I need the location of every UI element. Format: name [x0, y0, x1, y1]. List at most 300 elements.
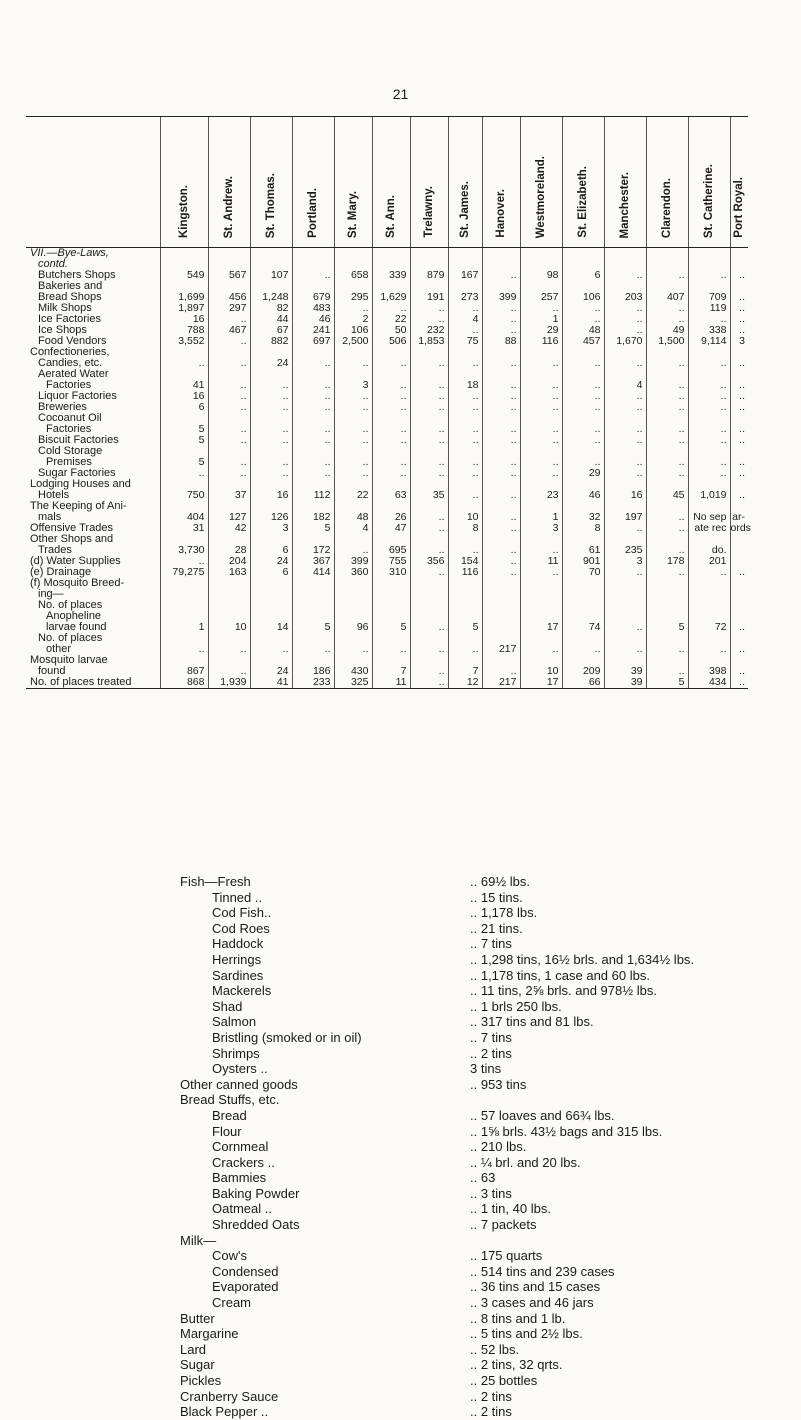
- table-cell: 755: [372, 556, 410, 567]
- table-cell: 14: [250, 622, 292, 633]
- table-cell: 295: [334, 292, 372, 303]
- table-cell: ..: [646, 270, 688, 281]
- table-cell: 882: [250, 336, 292, 347]
- list-item: [180, 905, 740, 921]
- list-item: [180, 1217, 740, 1233]
- list-item: [180, 874, 740, 890]
- table-cell: [562, 600, 604, 611]
- table-cell: ..: [372, 435, 410, 446]
- table-cell: ..: [482, 468, 520, 479]
- list-item: [180, 1108, 740, 1124]
- table-cell: 360: [334, 567, 372, 578]
- table-cell: ..: [730, 677, 748, 689]
- table-cell: [482, 611, 520, 622]
- column-header-label: St. James.: [459, 181, 471, 238]
- table-cell: ..: [292, 270, 334, 281]
- column-header: [688, 117, 730, 248]
- table-cell: ..: [372, 391, 410, 402]
- table-cell: 107: [250, 270, 292, 281]
- table-cell: ..: [292, 402, 334, 413]
- row-label: Other Shops and: [30, 533, 114, 545]
- food-item-quantity: .. 3 tins: [470, 1185, 512, 1201]
- table-cell: 217: [482, 677, 520, 689]
- table-cell: 3: [250, 523, 292, 534]
- table-cell: 163: [208, 567, 250, 578]
- list-item: [180, 936, 740, 952]
- table-cell: 182: [292, 512, 334, 523]
- food-item-name: Salmon: [212, 1014, 257, 1030]
- table-cell: [160, 248, 208, 260]
- table-cell: ..: [562, 380, 604, 391]
- table-cell: 3: [520, 523, 562, 534]
- table-cell: ..: [688, 424, 730, 435]
- table-cell: [482, 622, 520, 633]
- table-cell: 399: [334, 556, 372, 567]
- table-cell: ..: [372, 644, 410, 655]
- food-item-quantity: .. 36 tins and 15 cases: [470, 1279, 601, 1295]
- table-cell: [292, 589, 334, 600]
- table-cell: ..: [604, 644, 646, 655]
- list-item: [180, 1186, 740, 1202]
- table-cell: ..: [520, 567, 562, 578]
- table-cell: [688, 589, 730, 600]
- table-cell: ..: [448, 325, 482, 336]
- table-cell: 241: [292, 325, 334, 336]
- table-cell: [334, 589, 372, 600]
- food-item-quantity: .. 1,178 lbs.: [470, 905, 538, 921]
- table-cell: ..: [482, 490, 520, 501]
- table-cell: ..: [410, 644, 448, 655]
- list-item: [180, 968, 740, 984]
- table-cell: ..: [604, 567, 646, 578]
- table-cell: ..: [646, 314, 688, 325]
- table-cell: ..: [334, 545, 372, 556]
- table-cell: ..: [410, 468, 448, 479]
- table-cell: ..: [604, 391, 646, 402]
- table-cell: ..: [604, 435, 646, 446]
- food-item-name: Oatmeal ..: [212, 1201, 272, 1217]
- table-cell: ..: [448, 391, 482, 402]
- table-cell: 5: [292, 622, 334, 633]
- table-cell: ..: [410, 457, 448, 468]
- row-label: Food Vendors: [38, 335, 107, 347]
- table-cell: 24: [250, 358, 292, 369]
- food-item-quantity: .. 15 tins.: [470, 889, 523, 905]
- list-item: [180, 1030, 740, 1046]
- list-item: [180, 1357, 740, 1373]
- table-cell: ..: [562, 402, 604, 413]
- table-row: [26, 402, 748, 413]
- column-header-label: Port Royal.: [733, 177, 746, 238]
- column-header: [730, 117, 748, 248]
- table-cell: ..: [208, 468, 250, 479]
- table-cell: ..: [520, 303, 562, 314]
- table-cell: 29: [562, 468, 604, 479]
- table-cell: 98: [520, 270, 562, 281]
- table-cell: 26: [372, 512, 410, 523]
- table-cell: 17: [520, 677, 562, 689]
- list-item: [180, 1124, 740, 1140]
- table-cell: 24: [250, 666, 292, 677]
- food-item-name: Mackerels: [212, 983, 272, 999]
- food-item-name: Fish—Fresh: [180, 874, 251, 889]
- table-cell: 868: [160, 677, 208, 689]
- row-label: Cold Storage: [38, 445, 103, 457]
- parish-statistics-table-container: [26, 116, 751, 689]
- table-cell: 17: [520, 622, 562, 633]
- list-item: [180, 1264, 740, 1280]
- table-cell: [372, 578, 410, 589]
- table-cell: 5: [372, 622, 410, 633]
- table-cell: 209: [562, 666, 604, 677]
- table-cell: [208, 589, 250, 600]
- table-cell: 75: [448, 336, 482, 347]
- table-cell: [410, 578, 448, 589]
- list-item: [180, 1373, 740, 1389]
- column-header: [410, 117, 448, 248]
- table-cell: ..: [410, 666, 448, 677]
- table-cell: 10: [520, 666, 562, 677]
- food-item-quantity: .. 8 tins and 1 lb.: [470, 1310, 566, 1326]
- food-item-name: Sugar: [180, 1357, 215, 1373]
- table-cell: 126: [250, 512, 292, 523]
- table-cell: ..: [250, 402, 292, 413]
- food-item-quantity: .. 1,298 tins, 16½ brls. and 1,634½ lbs.: [470, 951, 695, 967]
- table-cell: [730, 589, 748, 600]
- table-cell: ate rec: [688, 523, 730, 534]
- table-cell: ..: [730, 303, 748, 314]
- table-cell: 167: [448, 270, 482, 281]
- food-item-quantity: .. 317 tins and 81 lbs.: [470, 1014, 594, 1030]
- row-label: VII.—Bye-Laws,: [30, 247, 109, 259]
- table-cell: ..: [410, 435, 448, 446]
- table-cell: 1,853: [410, 336, 448, 347]
- food-item-quantity: .. 52 lbs.: [470, 1341, 520, 1357]
- list-item: [180, 1061, 740, 1077]
- table-cell: [250, 589, 292, 600]
- table-body: [26, 247, 751, 689]
- table-cell: ..: [208, 391, 250, 402]
- row-label: Lodging Houses and: [30, 478, 131, 490]
- food-item-quantity: .. 11 tins, 2⅝ brls. and 978½ lbs.: [470, 983, 657, 999]
- table-cell: 6: [160, 402, 208, 413]
- table-cell: [730, 545, 748, 556]
- table-cell: ..: [688, 314, 730, 325]
- table-cell: 456: [208, 292, 250, 303]
- table-cell: 549: [160, 270, 208, 281]
- table-cell: ..: [520, 457, 562, 468]
- column-header: [520, 117, 562, 248]
- row-label: Butchers Shops: [38, 269, 116, 281]
- table-cell: 45: [646, 490, 688, 501]
- food-item-name: Shad: [212, 998, 243, 1014]
- row-label: Factories: [46, 423, 92, 435]
- table-row: [26, 248, 748, 260]
- table-cell: [562, 578, 604, 589]
- table-row: [26, 336, 748, 347]
- table-cell: 41: [250, 677, 292, 689]
- table-cell: 39: [604, 666, 646, 677]
- table-cell: [208, 248, 250, 260]
- table-cell: ..: [730, 292, 748, 303]
- table-cell: do.: [688, 545, 730, 556]
- table-cell: 44: [250, 314, 292, 325]
- table-cell: ..: [372, 358, 410, 369]
- food-item-name: Flour: [212, 1123, 242, 1139]
- table-cell: ..: [334, 402, 372, 413]
- table-cell: 8: [562, 523, 604, 534]
- table-cell: 367: [292, 556, 334, 567]
- table-cell: ..: [520, 380, 562, 391]
- table-cell: [646, 248, 688, 260]
- table-cell: [410, 248, 448, 260]
- food-item-quantity: .. 2 tins: [470, 1404, 512, 1420]
- table-cell: ..: [482, 402, 520, 413]
- table-cell: ..: [562, 424, 604, 435]
- column-header-label: Westmoreland.: [535, 155, 547, 238]
- table-cell: ..: [730, 644, 748, 655]
- table-cell: [160, 600, 208, 611]
- table-cell: ..: [208, 666, 250, 677]
- table-cell: ..: [730, 457, 748, 468]
- table-cell: ..: [646, 380, 688, 391]
- food-item-quantity: .. 514 tins and 239 cases: [470, 1263, 615, 1279]
- row-label: Factories: [46, 379, 92, 391]
- list-item: [180, 1014, 740, 1030]
- table-cell: 867: [160, 666, 208, 677]
- table-cell: 788: [160, 325, 208, 336]
- table-cell: ..: [482, 545, 520, 556]
- table-cell: 3: [604, 556, 646, 567]
- table-cell: ..: [448, 402, 482, 413]
- table-cell: 430: [334, 666, 372, 677]
- table-cell: ..: [410, 424, 448, 435]
- row-label: Liquor Factories: [38, 390, 117, 402]
- table-cell: 106: [334, 325, 372, 336]
- table-cell: [250, 578, 292, 589]
- table-cell: ..: [208, 402, 250, 413]
- table-cell: [646, 578, 688, 589]
- table-cell: [160, 589, 208, 600]
- table-cell: ..: [250, 380, 292, 391]
- table-cell: 47: [372, 523, 410, 534]
- table-cell: 750: [160, 490, 208, 501]
- table-cell: ..: [208, 435, 250, 446]
- table-cell: ..: [604, 314, 646, 325]
- table-cell: ..: [520, 435, 562, 446]
- table-cell: 16: [160, 314, 208, 325]
- table-cell: 37: [208, 490, 250, 501]
- table-cell: 5: [448, 622, 482, 633]
- table-cell: ..: [730, 435, 748, 446]
- table-cell: 5: [292, 523, 334, 534]
- column-header-label: St. Mary.: [347, 190, 359, 238]
- row-label: Biscuit Factories: [38, 434, 119, 446]
- table-cell: ..: [448, 424, 482, 435]
- table-cell: ..: [646, 457, 688, 468]
- table-cell: ..: [730, 380, 748, 391]
- table-cell: ..: [372, 402, 410, 413]
- table-cell: ..: [688, 391, 730, 402]
- table-cell: 6: [250, 567, 292, 578]
- table-cell: ..: [482, 435, 520, 446]
- table-cell: 4: [604, 380, 646, 391]
- table-cell: ..: [482, 391, 520, 402]
- table-cell: ..: [646, 666, 688, 677]
- food-item-quantity: .. 69½ lbs.: [470, 874, 530, 889]
- food-item-name: Sardines: [212, 967, 264, 983]
- table-cell: 1,248: [250, 292, 292, 303]
- parish-statistics-table: [26, 116, 751, 689]
- table-cell: 22: [372, 314, 410, 325]
- table-cell: ..: [448, 468, 482, 479]
- table-cell: [160, 578, 208, 589]
- table-cell: 46: [562, 490, 604, 501]
- table-cell: ..: [410, 523, 448, 534]
- food-item-quantity: .. ¼ brl. and 20 lbs.: [470, 1154, 581, 1170]
- table-header-row: [26, 117, 748, 248]
- table-cell: ..: [688, 457, 730, 468]
- row-label: Confectioneries,: [30, 346, 110, 358]
- row-label: Candies, etc.: [38, 357, 103, 369]
- food-item-quantity: .. 953 tins: [470, 1076, 527, 1092]
- table-cell: 112: [292, 490, 334, 501]
- column-header-label: St. Thomas.: [265, 172, 277, 238]
- list-item: [180, 1279, 740, 1295]
- food-item-name: Bread Stuffs, etc.: [180, 1092, 280, 1108]
- food-item-name: Shrimps: [212, 1045, 260, 1061]
- table-cell: 172: [292, 545, 334, 556]
- table-cell: 232: [410, 325, 448, 336]
- table-cell: ..: [482, 424, 520, 435]
- list-item: [180, 1326, 740, 1342]
- table-cell: [520, 248, 562, 260]
- table-cell: ..: [372, 424, 410, 435]
- food-item-name: Condensed: [212, 1263, 279, 1279]
- column-header-label: Trelawny.: [423, 186, 435, 238]
- table-cell: ..: [482, 303, 520, 314]
- column-header: [250, 117, 292, 248]
- table-cell: ..: [730, 622, 748, 633]
- table-cell: ..: [604, 325, 646, 336]
- food-item-quantity: .. 7 packets: [470, 1217, 537, 1233]
- table-cell: ..: [292, 380, 334, 391]
- table-cell: 186: [292, 666, 334, 677]
- table-cell: ..: [292, 644, 334, 655]
- table-row: [26, 589, 748, 600]
- food-item-quantity: .. 63: [470, 1170, 496, 1186]
- row-label: Anopheline: [46, 610, 102, 622]
- table-cell: ..: [448, 435, 482, 446]
- table-cell: [372, 248, 410, 260]
- list-item: [180, 1170, 740, 1186]
- table-cell: ..: [646, 402, 688, 413]
- table-cell: ..: [208, 336, 250, 347]
- list-item: [180, 1077, 740, 1093]
- table-cell: ..: [482, 325, 520, 336]
- column-header-label: St. Andrew.: [223, 175, 235, 238]
- row-label: (d) Water Supplies: [30, 555, 121, 567]
- row-label: The Keeping of Ani-: [30, 500, 127, 512]
- row-label: (e) Drainage: [30, 566, 92, 578]
- table-cell: ..: [292, 468, 334, 479]
- row-label: mals: [38, 511, 62, 523]
- food-item-quantity: .. 3 cases and 46 jars: [470, 1295, 594, 1311]
- table-cell: [562, 248, 604, 260]
- table-cell: ..: [372, 380, 410, 391]
- table-cell: 11: [520, 556, 562, 567]
- table-row: [26, 644, 748, 655]
- food-item-name: Bammies: [212, 1170, 267, 1186]
- table-cell: 2: [334, 314, 372, 325]
- list-item: [180, 1155, 740, 1171]
- food-item-quantity: .. 2 tins: [470, 1045, 512, 1061]
- table-cell: ..: [520, 402, 562, 413]
- table-cell: [250, 248, 292, 260]
- row-label: Breweries: [38, 401, 87, 413]
- row-label: Ice Shops: [38, 324, 87, 336]
- table-cell: 404: [160, 512, 208, 523]
- list-item: [180, 1046, 740, 1062]
- table-cell: 398: [688, 666, 730, 677]
- table-cell: [688, 600, 730, 611]
- row-label: No. of places: [38, 599, 103, 611]
- column-header: [448, 117, 482, 248]
- column-header-label: St. Catherine.: [703, 163, 715, 238]
- table-cell: 29: [520, 325, 562, 336]
- condemned-food-list: [180, 874, 740, 1420]
- table-cell: 7: [448, 666, 482, 677]
- table-cell: ..: [482, 567, 520, 578]
- food-item-name: Cream: [212, 1295, 252, 1311]
- table-cell: ..: [482, 666, 520, 677]
- page-number: 21: [392, 86, 409, 102]
- table-cell: ..: [730, 468, 748, 479]
- table-row: [26, 677, 748, 689]
- column-header-label: St. Ann.: [385, 194, 397, 238]
- table-cell: [604, 589, 646, 600]
- table-cell: 467: [208, 325, 250, 336]
- table-cell: ..: [482, 270, 520, 281]
- row-label: Sugar Factories: [38, 467, 116, 479]
- table-cell: 1,699: [160, 292, 208, 303]
- list-item: [180, 1248, 740, 1264]
- table-cell: 203: [604, 292, 646, 303]
- table-cell: ..: [688, 567, 730, 578]
- list-item: [180, 1389, 740, 1405]
- table-cell: ..: [646, 545, 688, 556]
- table-cell: 42: [208, 523, 250, 534]
- table-cell: ..: [730, 325, 748, 336]
- food-item-name: Shredded Oats: [212, 1217, 300, 1233]
- table-cell: ..: [448, 358, 482, 369]
- table-cell: [482, 578, 520, 589]
- table-cell: ..: [730, 666, 748, 677]
- table-row: [26, 468, 748, 479]
- food-item-quantity: .. 1⅝ brls. 43½ bags and 315 lbs.: [470, 1123, 663, 1139]
- table-cell: ..: [688, 435, 730, 446]
- table-cell: 414: [292, 567, 334, 578]
- table-cell: [604, 248, 646, 260]
- table-cell: 1,670: [604, 336, 646, 347]
- table-cell: [448, 589, 482, 600]
- food-item-name: Tinned ..: [212, 889, 263, 905]
- table-cell: [688, 578, 730, 589]
- table-cell: 233: [292, 677, 334, 689]
- table-cell: 191: [410, 292, 448, 303]
- table-cell: ..: [646, 303, 688, 314]
- table-cell: [520, 589, 562, 600]
